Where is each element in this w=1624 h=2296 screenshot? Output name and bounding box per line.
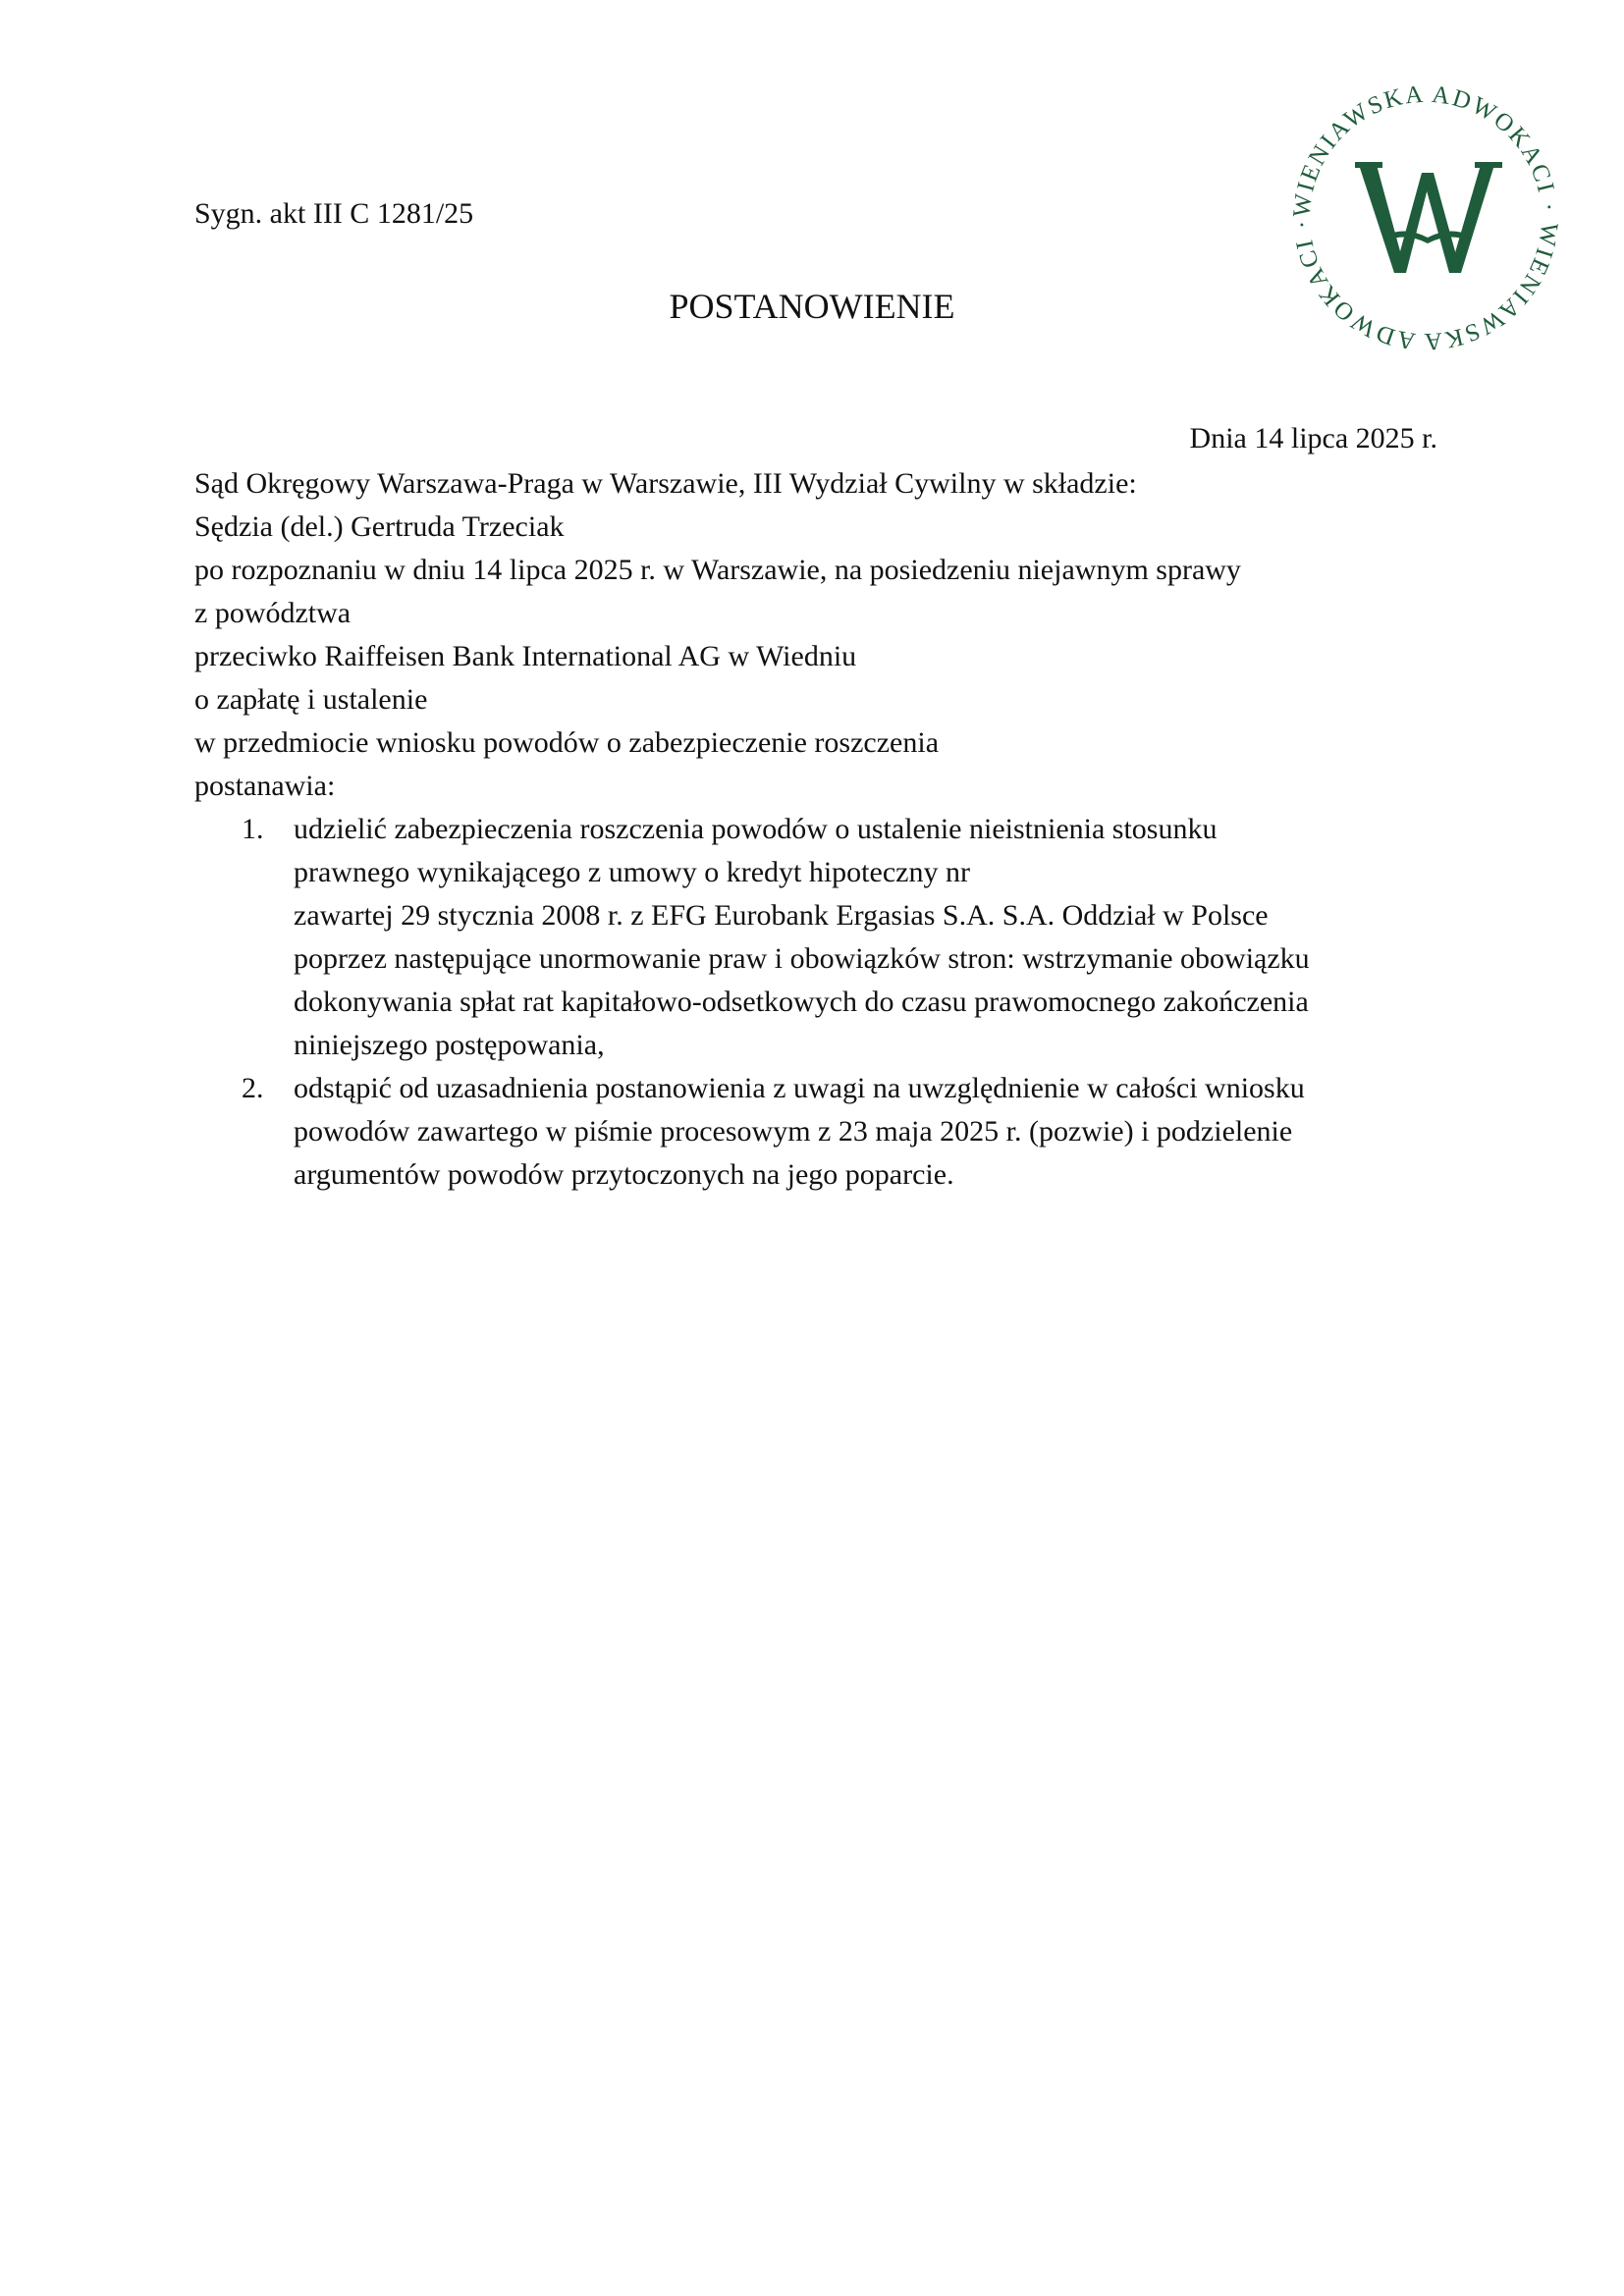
plaintiff-line: z powództwa bbox=[194, 597, 352, 629]
decides-line: postanawia: bbox=[194, 770, 336, 802]
hearing-info: po rozpoznaniu w dniu 14 lipca 2025 r. w Warszawie, na posiedzeniu niejawnym sprawy bbox=[194, 554, 1241, 586]
decision-text-line: dokonywania spłat rat kapitałowo-odsetkowych do czasu prawomocnego zakończenia bbox=[294, 986, 1309, 1018]
decision-number: 1. bbox=[242, 813, 264, 845]
decision-number: 2. bbox=[242, 1072, 264, 1104]
document-date: Dnia 14 lipca 2025 r. bbox=[1189, 422, 1437, 454]
court-composition: Sąd Okręgowy Warszawa-Praga w Warszawie, III Wydział Cywilny w składzie: bbox=[194, 467, 1137, 500]
case-signature: Sygn. akt III C 1281/25 bbox=[194, 197, 474, 230]
decision-text-line: prawnego wynikającego z umowy o kredyt hipoteczny nr bbox=[294, 856, 970, 888]
document-body bbox=[194, 462, 1441, 1197]
logo-monogram-w bbox=[1355, 162, 1502, 273]
decision-text-line: niniejszego postępowania, bbox=[294, 1029, 605, 1061]
defendant-line: przeciwko Raiffeisen Bank International AG w Wiedniu bbox=[194, 640, 857, 672]
subject-line: o zapłatę i ustalenie bbox=[194, 683, 428, 716]
decision-list bbox=[194, 808, 1441, 1197]
logo-ring-text: WIENIAWSKA ADWOKACI · WIENIAWSKA ADWOKACI · bbox=[1288, 80, 1563, 355]
decision-text-line: powodów zawartego w piśmie procesowym z 23 maja 2025 r. (pozwie) i podzielenie bbox=[294, 1115, 1293, 1148]
judge-name: Sędzia (del.) Gertruda Trzeciak bbox=[194, 510, 565, 543]
decision-text-line: udzielić zabezpieczenia roszczenia powodów o ustalenie nieistnienia stosunku bbox=[294, 813, 1218, 845]
motion-line: w przedmiocie wniosku powodów o zabezpieczenie roszczenia bbox=[194, 726, 940, 759]
decision-text-line: odstąpić od uzasadnienia postanowienia z uwagi na uwzględnienie w całości wniosku bbox=[294, 1072, 1305, 1104]
decision-item bbox=[194, 1067, 1441, 1197]
decision-text-line: poprzez następujące unormowanie praw i obowiązków stron: wstrzymanie obowiązku bbox=[294, 942, 1310, 975]
document-title: POSTANOWIENIE bbox=[669, 287, 955, 326]
decision-text-line: zawartej 29 stycznia 2008 r. z EFG Eurobank Ergasias S.A. S.A. Oddział w Polsce bbox=[294, 899, 1269, 932]
decision-text-line: argumentów powodów przytoczonych na jego poparcie. bbox=[294, 1158, 954, 1191]
decision-item bbox=[194, 808, 1441, 1067]
